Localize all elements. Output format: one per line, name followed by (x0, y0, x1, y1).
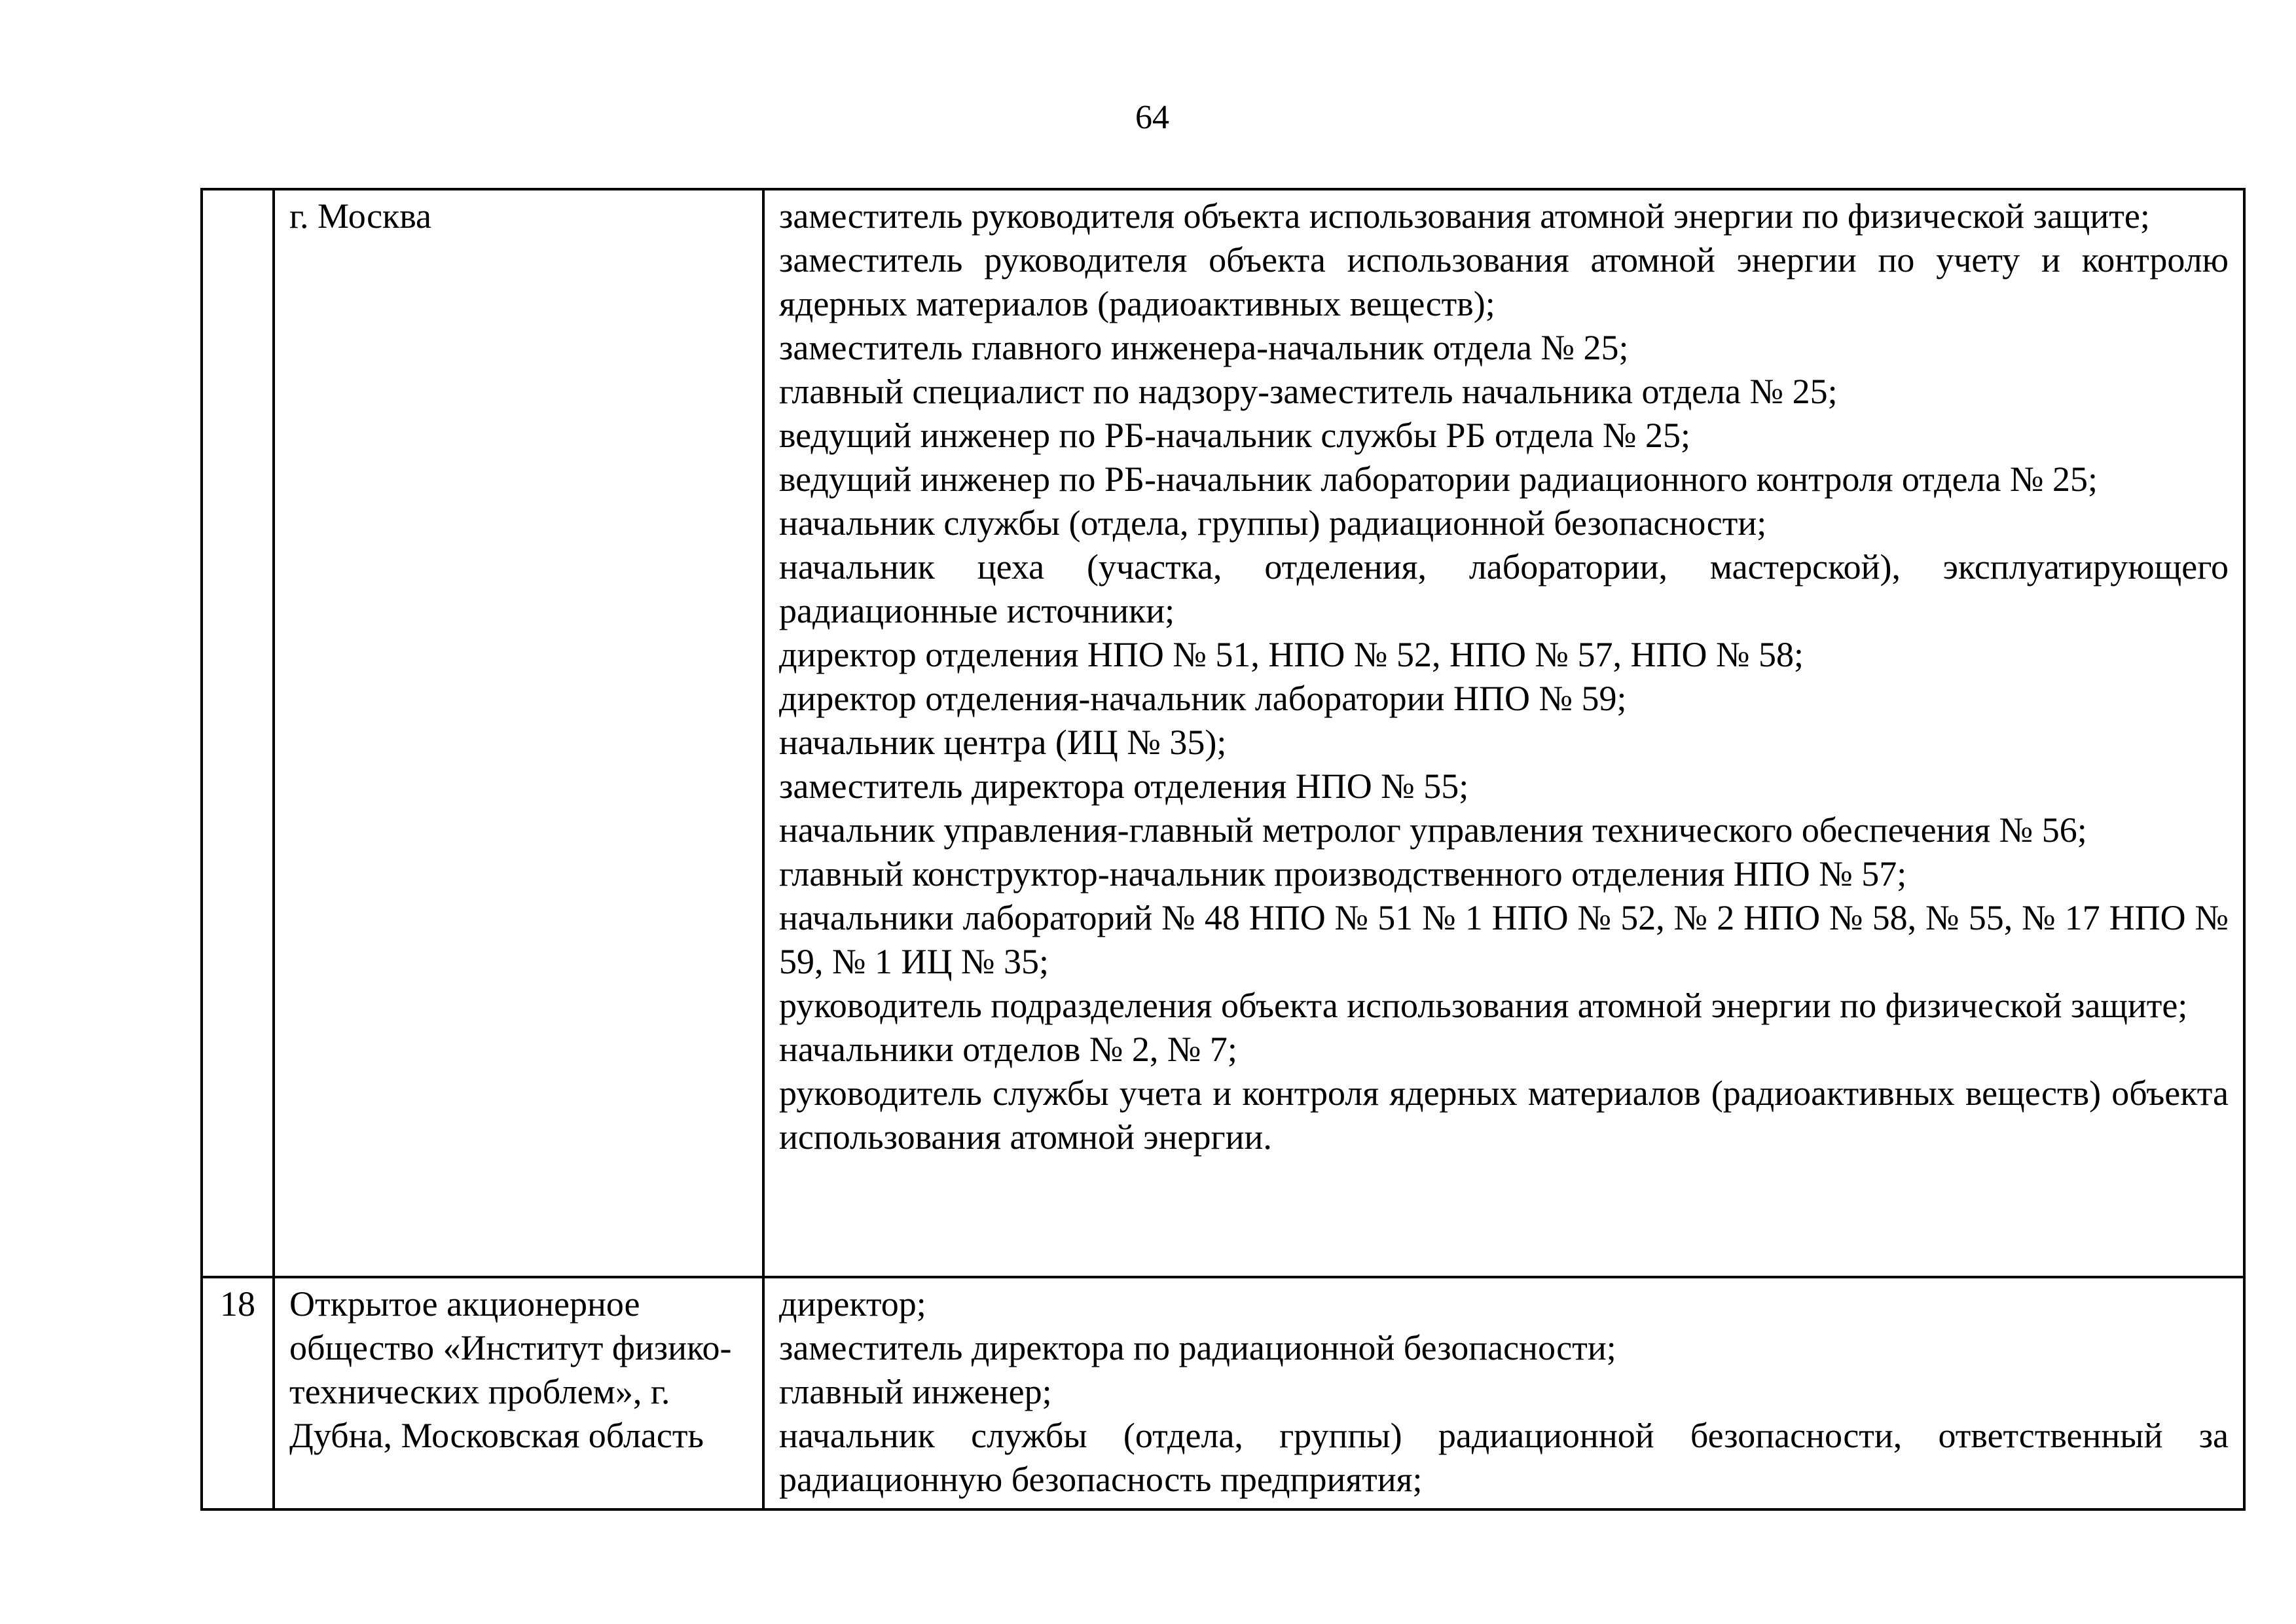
position-item: ведущий инженер по РБ-начальник лаборатории радиационного контроля отдела № 25; (779, 460, 2098, 499)
position-item: начальник цеха (участка, отделения, лаборатории, мастерской), эксплуатирующего радиационные источники; (779, 547, 2229, 630)
position-item: директор; (779, 1284, 926, 1324)
position-item: директор отделения-начальник лаборатории НПО № 59; (779, 679, 1627, 718)
position-item: руководитель службы учета и контроля ядерных материалов (радиоактивных веществ) объекта использования атомной энергии. (779, 1074, 2229, 1157)
position-item: заместитель директора отделения НПО № 55; (779, 767, 1469, 806)
row-number-cell (202, 189, 274, 1277)
positions-list (779, 1282, 2229, 1502)
position-item: начальник службы (отдела, группы) радиационной безопасности, ответственный за радиационную безопасность предприятия; (779, 1416, 2229, 1499)
position-item: заместитель руководителя объекта использования атомной энергии по учету и контролю ядерных материалов (радиоактивных веществ); (779, 240, 2229, 323)
position-item: руководитель подразделения объекта использования атомной энергии по физической защите; (779, 986, 2188, 1025)
table-row (202, 1277, 2244, 1509)
page-number: 64 (1135, 99, 1169, 136)
positions-list (779, 194, 2229, 1159)
positions-table (200, 188, 2246, 1511)
position-item: главный конструктор-начальник производственного отделения НПО № 57; (779, 854, 1907, 893)
row-number-cell: 18 (202, 1277, 274, 1509)
position-item: главный специалист по надзору-заместитель начальника отдела № 25; (779, 372, 1838, 411)
position-item: ведущий инженер по РБ-начальник службы РБ отдела № 25; (779, 416, 1691, 455)
position-item: начальники отделов № 2, № 7; (779, 1030, 1237, 1069)
position-item: главный инженер; (779, 1372, 1052, 1411)
position-item: начальник управления-главный метролог управления технического обеспечения № 56; (779, 810, 2087, 850)
position-item: начальники лабораторий № 48 НПО № 51 № 1 НПО № 52, № 2 НПО № 58, № 55, № 17 НПО № 59, № 1 ИЦ № 35; (779, 898, 2229, 981)
position-item: заместитель главного инженера-начальник отдела № 25; (779, 328, 1629, 367)
positions-cell (763, 189, 2244, 1277)
organization-cell: Открытое акционерное общество «Институт физико-технических проблем», г. Дубна, Московская область (274, 1277, 763, 1509)
organization-cell: г. Москва (274, 189, 763, 1277)
position-item: заместитель директора по радиационной безопасности; (779, 1328, 1616, 1367)
position-item: начальник центра (ИЦ № 35); (779, 723, 1227, 762)
position-item: директор отделения НПО № 51, НПО № 52, НПО № 57, НПО № 58; (779, 635, 1804, 674)
position-item: заместитель руководителя объекта использования атомной энергии по физической защите; (779, 196, 2150, 236)
positions-cell (763, 1277, 2244, 1509)
table-row (202, 189, 2244, 1277)
position-item: начальник службы (отдела, группы) радиационной безопасности; (779, 503, 1767, 543)
